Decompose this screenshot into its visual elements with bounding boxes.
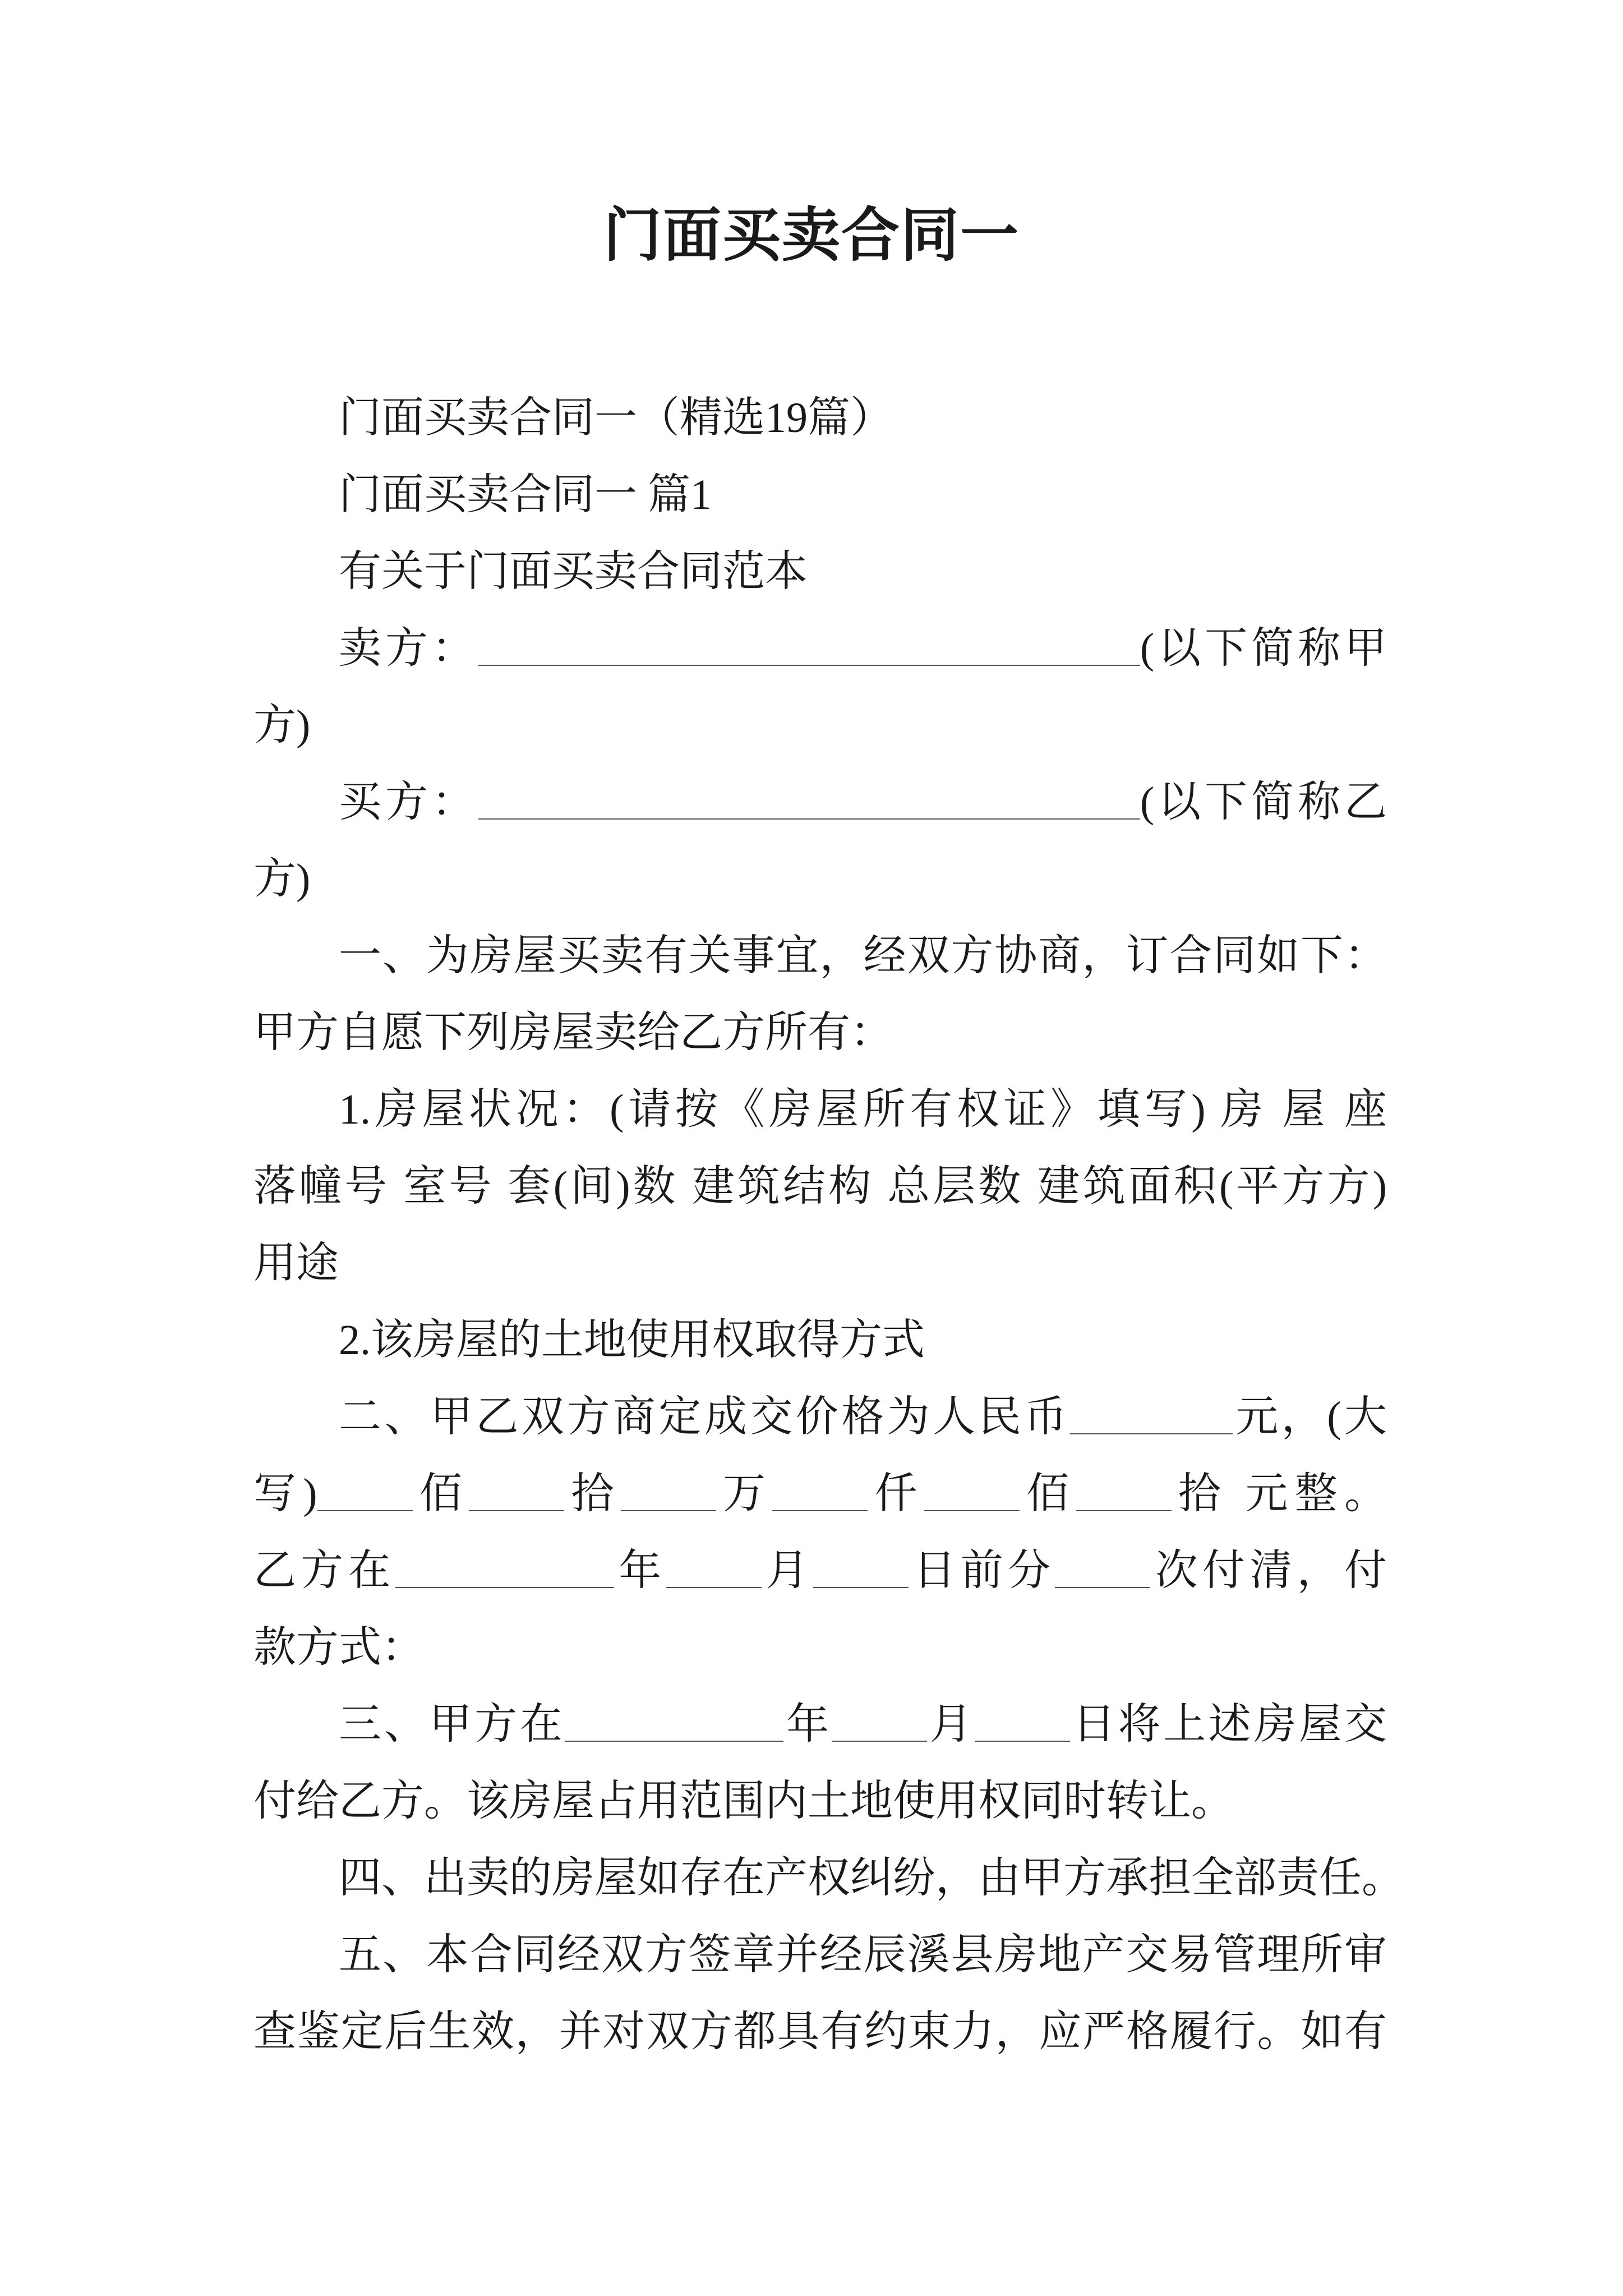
text: 甲方自愿下列房屋卖给乙方所有： [253,1009,893,1056]
text: (以下简称甲 [1140,625,1387,672]
paragraph-line [253,841,1387,918]
paragraph-line [253,687,1387,764]
price-blank-field [1070,1395,1233,1434]
text: 门面买卖合同一（精选19篇） [339,394,893,441]
text: 仟 [868,1470,924,1517]
blank-field [469,1472,564,1511]
text: 拾 元整。 [1171,1470,1387,1517]
paragraph-line [253,1071,1387,1148]
paragraph-line [253,610,1387,687]
text: 门面买卖合同一 篇1 [339,471,712,518]
paragraph-line [253,457,1387,533]
paragraph-line [253,1148,1387,1225]
text: 万 [716,1470,773,1517]
text: 元，(大 [1232,1393,1387,1441]
paragraph-line [253,1840,1404,1917]
text: 次付清，付 [1150,1547,1387,1594]
blank-field [813,1549,909,1588]
text: 月 [926,1701,975,1748]
text: 日将上述房屋交 [1070,1701,1387,1748]
text: 有关于门面买卖合同范本 [339,548,808,595]
text: 年 [614,1547,666,1594]
paragraph-line [253,380,1387,457]
paragraph-line [253,1456,1387,1533]
seller-blank-field [478,627,1140,666]
text: 月 [761,1547,814,1594]
text: 用途 [253,1240,339,1287]
text: 拾 [564,1470,621,1517]
text: 佰 [412,1470,469,1517]
text: 款方式： [253,1624,424,1671]
text: (以下简称乙 [1140,779,1387,826]
blank-field [832,1703,927,1742]
blank-field [666,1549,762,1588]
blank-field [772,1472,868,1511]
text: 写) [253,1470,317,1517]
paragraph-line [253,1609,1387,1686]
text: 年 [783,1701,832,1748]
text: 2.该房屋的土地使用权取得方式 [339,1317,925,1364]
paragraph-line [253,764,1387,841]
text: 三、甲方在 [339,1701,565,1748]
paragraph-line [253,918,1387,995]
text: 落幢号 室号 套(间)数 建筑结构 总层数 建筑面积(平方方) [253,1163,1387,1210]
paragraph-line [253,1686,1387,1763]
paragraph-line [253,533,1387,610]
blank-field [317,1472,413,1511]
blank-field [1055,1549,1150,1588]
text: 方) [253,702,311,749]
paragraph-line [253,1533,1387,1609]
blank-field [924,1472,1020,1511]
text: 1.房屋状况：(请按《房屋所有权证》填写) 房 屋 座 [339,1086,1387,1133]
paragraph-line [253,1763,1387,1840]
blank-field [1076,1472,1172,1511]
text: 四、出卖的房屋如存在产权纠纷，由甲方承担全部责任。 [339,1855,1404,1902]
blank-field [975,1703,1070,1742]
paragraph-line [253,1379,1387,1456]
text: 方) [253,855,311,903]
blank-field [565,1703,783,1742]
blank-field [621,1472,716,1511]
paragraph-line [253,1994,1387,2070]
paragraph-line [253,1225,1387,1302]
document-body [253,380,1404,2070]
text: 乙方在 [253,1547,395,1594]
text: 买方： [339,779,478,826]
paragraph-line [253,1917,1387,1994]
buyer-blank-field [478,780,1140,820]
text: 一、为房屋买卖有关事宜，经双方协商，订合同如下： [339,932,1387,979]
paragraph-line [253,1302,1387,1379]
text: 佰 [1019,1470,1076,1517]
blank-field [395,1549,614,1588]
text: 卖方： [339,625,478,672]
text: 付给乙方。该房屋占用范围内土地使用权同时转让。 [253,1778,1234,1825]
text: 二、甲乙双方商定成交价格为人民币 [339,1393,1070,1441]
paragraph-line [253,995,1387,1071]
document-title: 门面买卖合同一 [603,204,1020,268]
text: 五、本合同经双方签章并经辰溪县房地产交易管理所审 [339,1931,1387,1978]
text: 日前分 [909,1547,1055,1594]
text: 查鉴定后生效，并对双方都具有约束力，应严格履行。如有 [253,2008,1387,2055]
